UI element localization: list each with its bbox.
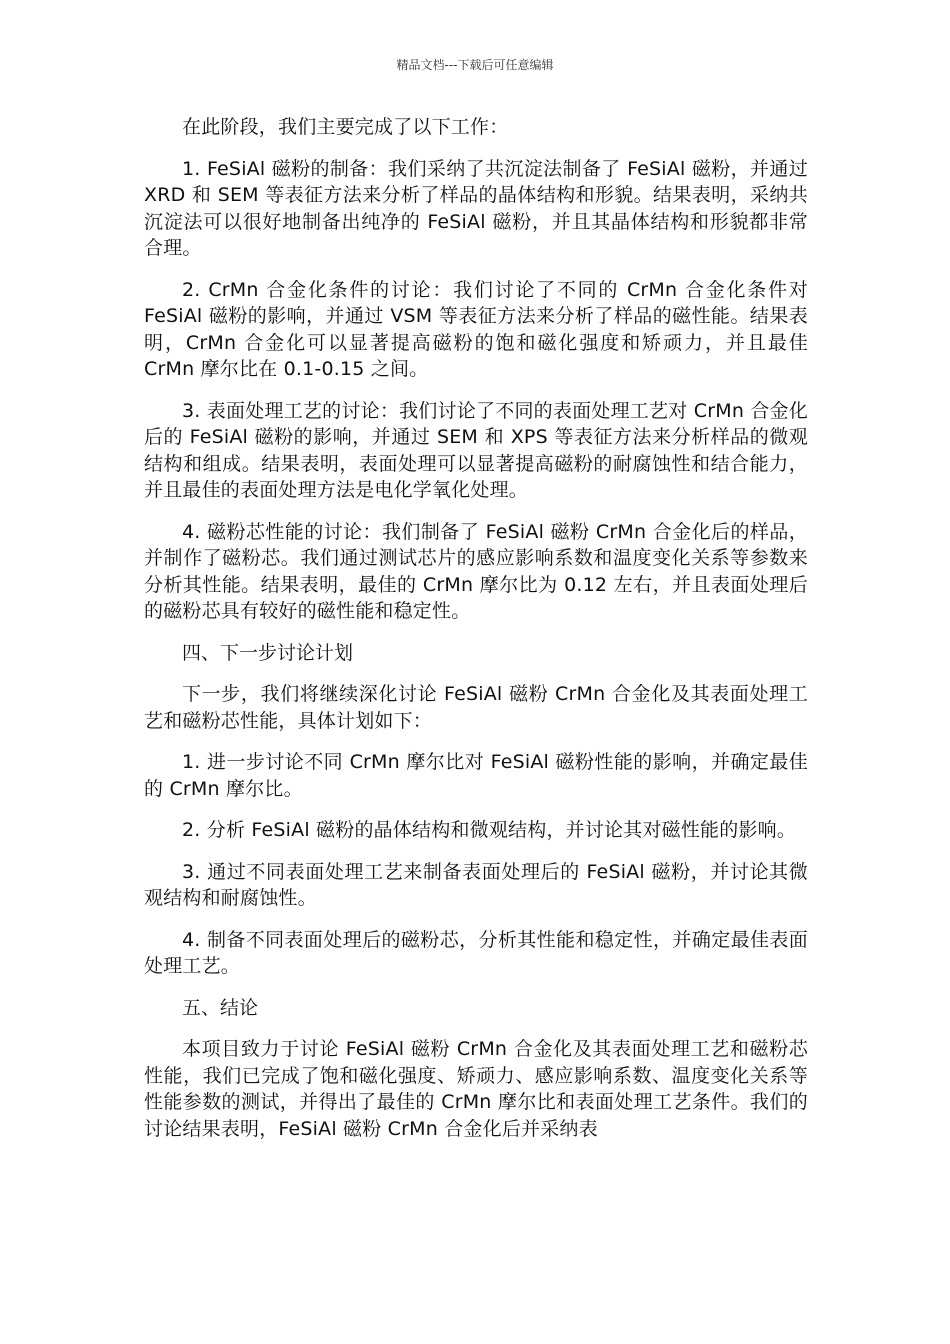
section-heading-next-plan: 四、下一步讨论计划 [182, 641, 354, 664]
plan-item-4-paragraph: 4. 制备不同表面处理后的磁粉芯，分析其性能和稳定性，并确定最佳表面处理工艺。 [144, 928, 808, 977]
work-item-4-paragraph: 4. 磁粉芯性能的讨论：我们制备了 FeSiAl 磁粉 CrMn 合金化后的样品，并制作了磁粉芯。我们通过测试芯片的感应影响系数和温度变化关系等参数来分析其性能。结果表明，最佳的 CrMn 摩尔比为 0.12 左右，并且表面处理后的磁粉芯具有较好的磁性能和稳定性。 [144, 520, 808, 622]
plan-item-2-paragraph: 2. 分析 FeSiAl 磁粉的晶体结构和微观结构，并讨论其对磁性能的影响。 [182, 819, 797, 841]
work-item-1-paragraph: 1. FeSiAl 磁粉的制备：我们采纳了共沉淀法制备了 FeSiAl 磁粉，并通过 XRD 和 SEM 等表征方法来分析了样品的晶体结构和形貌。结果表明，采纳共沉淀法可以很好地制备出纯净的 FeSiAl 磁粉，并且其晶体结构和形貌都非常合理。 [144, 157, 808, 259]
work-item-2-paragraph: 2. CrMn 合金化条件的讨论：我们讨论了不同的 CrMn 合金化条件对 FeSiAl 磁粉的影响，并通过 VSM 等表征方法来分析了样品的磁性能。结果表明，CrMn 合金化可以显著提高磁粉的饱和磁化强度和矫顽力，并且最佳 CrMn 摩尔比在 0.1-0.15 之间。 [144, 278, 808, 380]
page-header: 精品文档---下载后可任意编辑 [396, 58, 554, 72]
work-item-3-paragraph: 3. 表面处理工艺的讨论：我们讨论了不同的表面处理工艺对 CrMn 合金化后的 FeSiAl 磁粉的影响，并通过 SEM 和 XPS 等表征方法来分析样品的微观结构和组成。结果表明，表面处理可以显著提高磁粉的耐腐蚀性和结合能力，并且最佳的表面处理方法是电化学氧化处理。 [144, 399, 808, 501]
section-heading-conclusion: 五、结论 [182, 996, 259, 1019]
plan-intro-paragraph: 下一步，我们将继续深化讨论 FeSiAl 磁粉 CrMn 合金化及其表面处理工艺和磁粉芯性能，具体计划如下： [144, 683, 808, 732]
document-body [144, 114, 808, 1157]
plan-item-3-paragraph: 3. 通过不同表面处理工艺来制备表面处理后的 FeSiAl 磁粉，并讨论其微观结构和耐腐蚀性。 [144, 860, 808, 909]
intro-paragraph: 在此阶段，我们主要完成了以下工作： [182, 116, 509, 138]
conclusion-paragraph: 本项目致力于讨论 FeSiAl 磁粉 CrMn 合金化及其表面处理工艺和磁粉芯性能，我们已完成了饱和磁化强度、矫顽力、感应影响系数、温度变化关系等性能参数的测试，并得出了最佳的 CrMn 摩尔比和表面处理工艺条件。我们的讨论结果表明，FeSiAl 磁粉 CrMn 合金化后并采纳表 [144, 1038, 808, 1140]
plan-item-1-paragraph: 1. 进一步讨论不同 CrMn 摩尔比对 FeSiAl 磁粉性能的影响，并确定最佳的 CrMn 摩尔比。 [144, 751, 808, 800]
